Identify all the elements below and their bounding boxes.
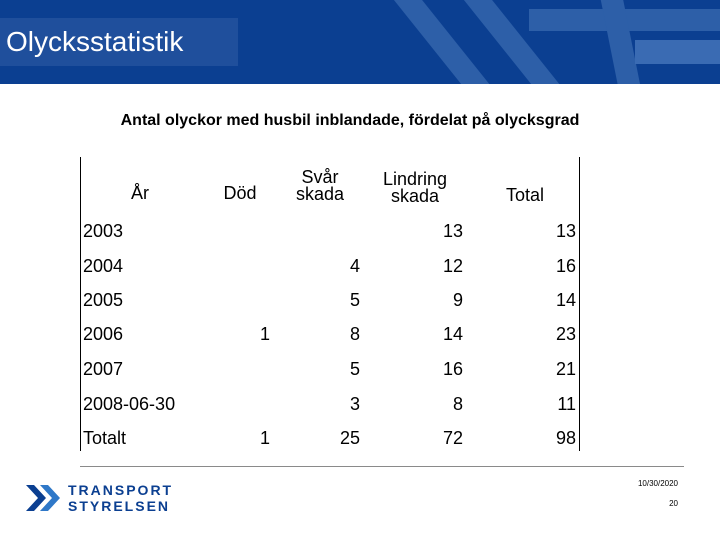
table-row xyxy=(80,221,580,255)
cell-lindrig: 16 xyxy=(442,359,463,379)
table-row xyxy=(80,394,580,428)
accident-table xyxy=(80,157,580,453)
column-header-svar-skada: Svår skada xyxy=(295,167,345,204)
table-row-total xyxy=(80,428,580,462)
cell-year: 2007 xyxy=(83,359,124,379)
cell-dod: 1 xyxy=(259,324,270,344)
cell-lindrig: 12 xyxy=(442,256,463,276)
column-header-total: Total xyxy=(505,185,545,205)
cell-year: 2006 xyxy=(83,324,124,344)
cell-total: 14 xyxy=(555,290,576,310)
page-title: Olycksstatistik xyxy=(6,26,184,57)
transportstyrelsen-logo xyxy=(26,482,173,514)
header-bar xyxy=(0,0,720,84)
table-row xyxy=(80,359,580,393)
cell-svar: 4 xyxy=(349,256,360,276)
cell-lindrig: 8 xyxy=(452,394,463,414)
logo-mark-icon xyxy=(26,482,60,514)
cell-svar: 5 xyxy=(349,359,360,379)
cell-lindrig: 14 xyxy=(442,324,463,344)
logo-text-line2: STYRELSEN xyxy=(68,498,171,514)
cell-svar: 3 xyxy=(349,394,360,414)
cell-year: 2004 xyxy=(83,256,124,276)
cell-dod: 1 xyxy=(259,428,270,448)
header-decoration-graphic xyxy=(380,0,720,84)
cell-total: 13 xyxy=(555,221,576,241)
title-box xyxy=(0,18,238,66)
column-header-dod: Död xyxy=(223,183,257,203)
cell-svar: 5 xyxy=(349,290,360,310)
cell-year: 2005 xyxy=(83,290,124,310)
cell-total: 23 xyxy=(555,324,576,344)
logo-text-line1: TRANSPORT xyxy=(68,482,174,498)
cell-svar: 8 xyxy=(349,324,360,344)
table-row xyxy=(80,256,580,290)
cell-year: Totalt xyxy=(83,428,127,448)
cell-lindrig: 72 xyxy=(442,428,463,448)
slide-page-number: 20 xyxy=(669,499,678,508)
cell-svar: 25 xyxy=(339,428,360,448)
cell-total: 11 xyxy=(557,394,576,414)
cell-lindrig: 13 xyxy=(442,221,463,241)
cell-year: 2003 xyxy=(83,221,124,241)
table-caption-text: Antal olyckor med husbil inblandade, fördelat på olycksgrad xyxy=(120,112,580,129)
cell-year: 2008-06-30 xyxy=(83,394,176,414)
table-row xyxy=(80,324,580,358)
cell-total: 16 xyxy=(555,256,576,276)
cell-total: 98 xyxy=(555,428,576,448)
column-header-year: År xyxy=(131,183,149,203)
footer-divider xyxy=(80,466,684,467)
column-header-lindrig-skada: Lindring skada xyxy=(382,169,448,206)
slide-date: 10/30/2020 xyxy=(637,479,678,488)
cell-lindrig: 9 xyxy=(452,290,463,310)
cell-total: 21 xyxy=(555,359,576,379)
table-caption xyxy=(0,112,720,130)
table-row xyxy=(80,290,580,324)
